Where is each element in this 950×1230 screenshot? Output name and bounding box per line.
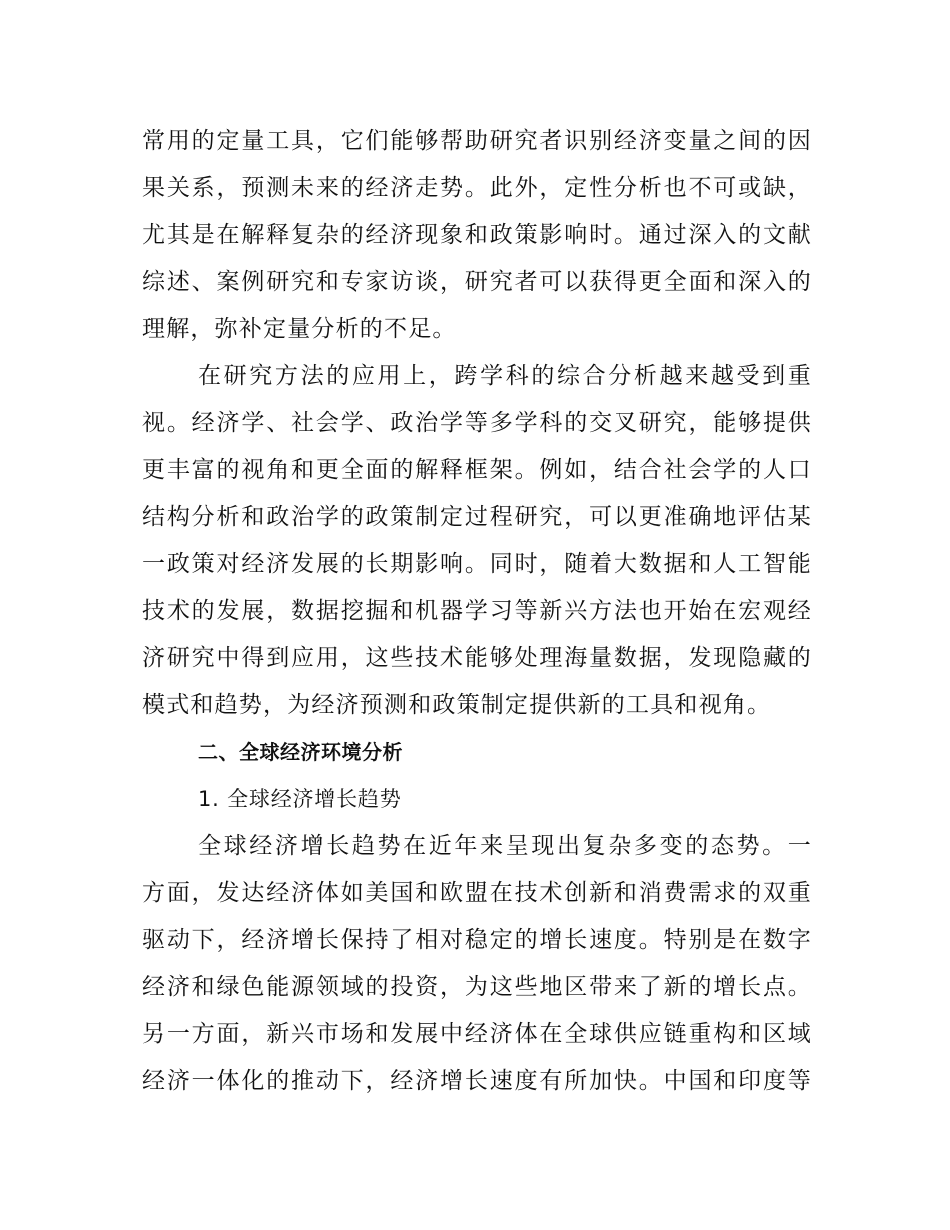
paragraph-global-growth-trend	[142, 823, 812, 1105]
text-line: 理解，弥补定量分析的不足。	[142, 316, 457, 342]
text-line: 更丰富的视角和更全面的解释框架。例如，结合社会学的人口	[142, 457, 812, 483]
subsection-heading: 1. 全球经济增长趋势	[198, 787, 402, 811]
paragraph-quant-qual-methods	[142, 118, 812, 353]
text-line: 另一方面，新兴市场和发展中经济体在全球供应链重构和区域	[142, 1021, 812, 1047]
text-line: 常用的定量工具，它们能够帮助研究者识别经济变量之间的因	[142, 128, 812, 154]
text-line: 一政策对经济发展的长期影响。同时，随着大数据和人工智能	[142, 551, 812, 577]
document-page	[142, 118, 812, 1105]
text-line: 经济和绿色能源领域的投资，为这些地区带来了新的增长点。	[142, 974, 812, 1000]
text-line: 技术的发展，数据挖掘和机器学习等新兴方法也开始在宏观经	[142, 598, 812, 624]
text-line: 果关系，预测未来的经济走势。此外，定性分析也不可或缺，	[142, 175, 812, 201]
text-line: 结构分析和政治学的政策制定过程研究，可以更准确地评估某	[142, 504, 812, 530]
text-line: 尤其是在解释复杂的经济现象和政策影响时。通过深入的文献	[142, 222, 812, 248]
text-line: 经济一体化的推动下，经济增长速度有所加快。中国和印度等	[142, 1068, 812, 1094]
text-line: 全球经济增长趋势在近年来呈现出复杂多变的态势。一	[198, 833, 812, 859]
text-line: 视。经济学、社会学、政治学等多学科的交叉研究，能够提供	[142, 410, 812, 436]
section-heading: 二、全球经济环境分析	[198, 740, 403, 764]
text-line: 方面，发达经济体如美国和欧盟在技术创新和消费需求的双重	[142, 880, 812, 906]
text-line: 驱动下，经济增长保持了相对稳定的增长速度。特别是在数字	[142, 927, 812, 953]
text-line: 在研究方法的应用上，跨学科的综合分析越来越受到重	[198, 363, 812, 389]
text-line: 综述、案例研究和专家访谈，研究者可以获得更全面和深入的	[142, 269, 812, 295]
text-line: 模式和趋势，为经济预测和政策制定提供新的工具和视角。	[142, 692, 772, 718]
paragraph-interdisciplinary-analysis	[142, 353, 812, 729]
text-line: 济研究中得到应用，这些技术能够处理海量数据，发现隐藏的	[142, 645, 812, 671]
